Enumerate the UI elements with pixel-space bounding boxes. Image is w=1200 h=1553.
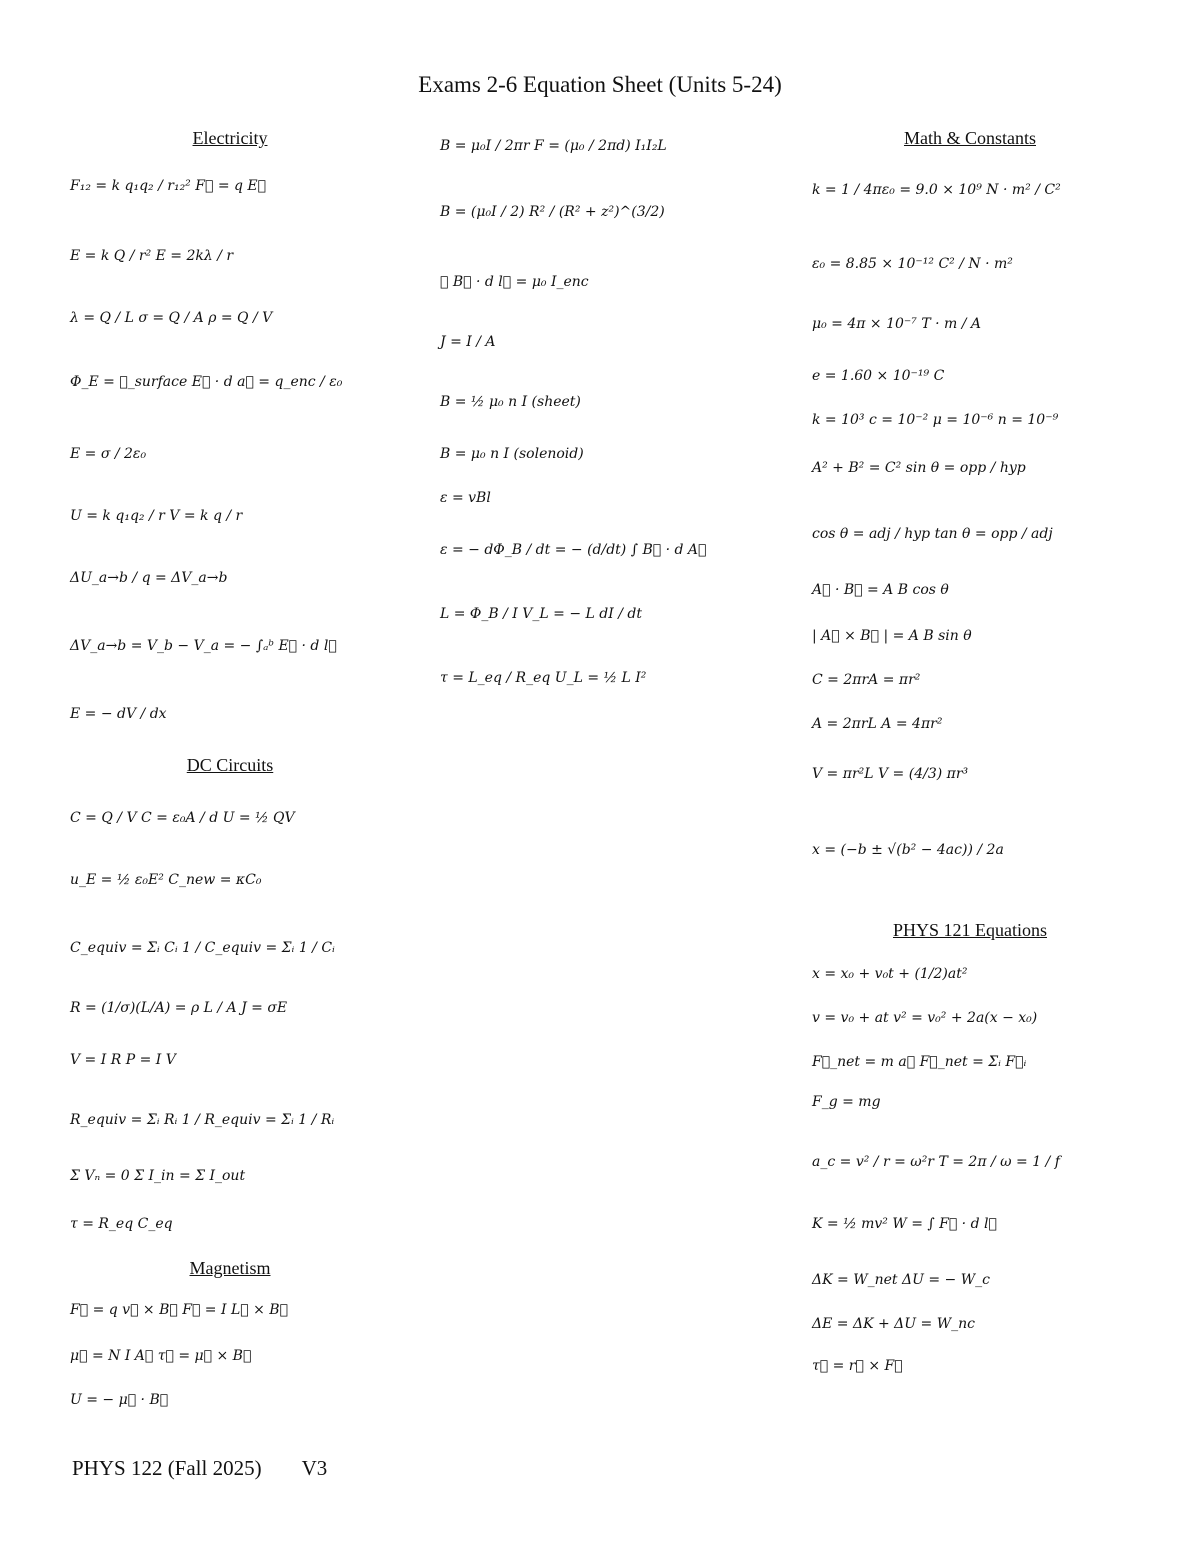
equation-potential-difference: ΔV_a→b = V_b − V_a = − ∫ₐᵇ E⃗ · d l⃗ [70, 638, 337, 654]
equation-pythagoras-sine: A² + B² = C² sin θ = opp / hyp [812, 460, 1026, 476]
equation-gravity: F_g = mg [812, 1094, 881, 1110]
equation-dipole-energy: U = − μ⃗ · B⃗ [70, 1392, 169, 1408]
footer-version: V3 [301, 1456, 328, 1480]
equation-position: x = x₀ + v₀t + (1/2)at² [812, 966, 968, 982]
heading-dc-circuits: DC Circuits [186, 755, 274, 775]
equation-point-field: E = k Q / r² E = 2kλ / r [70, 248, 234, 264]
equation-motional-emf: ε = vBl [440, 490, 491, 506]
equation-capacitors-combined: C_equiv = Σᵢ Cᵢ 1 / C_equiv = Σᵢ 1 / Cᵢ [70, 940, 335, 956]
equation-magnetic-moment: μ⃗ = N I A⃗ τ⃗ = μ⃗ × B⃗ [70, 1348, 252, 1364]
equation-velocity: v = v₀ + at v² = v₀² + 2a(x − x₀) [812, 1010, 1038, 1026]
equation-coulomb-constant: k = 1 / 4πε₀ = 9.0 × 10⁹ N · m² / C² [812, 182, 1061, 198]
equation-cross-product: | A⃗ × B⃗ | = A B sin θ [812, 628, 972, 644]
equation-capacitance: C = Q / V C = ε₀A / d U = ½ QV [70, 810, 295, 826]
equation-permittivity: ε₀ = 8.85 × 10⁻¹² C² / N · m² [812, 256, 1013, 272]
heading-electricity: Electricity [192, 128, 268, 148]
equation-newton-second-law: F⃗_net = m a⃗ F⃗_net = Σᵢ F⃗ᵢ [812, 1054, 1027, 1070]
equation-ampere-law: ∮ B⃗ · d l⃗ = μ₀ I_enc [440, 274, 589, 290]
equation-plane-field: E = σ / 2ε₀ [70, 446, 147, 462]
equation-inductance: L = Φ_B / I V_L = − L dI / dt [440, 606, 642, 622]
equation-potential-energy: U = k q₁q₂ / r V = k q / r [70, 508, 243, 524]
equation-torque: τ⃗ = r⃗ × F⃗ [812, 1358, 903, 1374]
equation-dot-product: A⃗ · B⃗ = A B cos θ [812, 582, 949, 598]
footer [72, 1456, 367, 1481]
equation-current-density: J = I / A [440, 334, 496, 350]
equation-quadratic-formula: x = (−b ± √(b² − 4ac)) / 2a [812, 842, 1004, 858]
equation-time-constant: τ = R_eq C_eq [70, 1216, 173, 1232]
equation-energy-conservation: ΔE = ΔK + ΔU = W_nc [812, 1316, 975, 1332]
equation-faraday-law: ε = − dΦ_B / dt = − (d/dt) ∫ B⃗ · d A⃗ [440, 542, 707, 558]
equation-volumes: V = πr²L V = (4/3) πr³ [812, 766, 969, 782]
equation-elementary-charge: e = 1.60 × 10⁻¹⁹ C [812, 368, 945, 384]
equation-kinetic-energy-work: K = ½ mv² W = ∫ F⃗ · d l⃗ [812, 1216, 997, 1232]
equation-work-energy: ΔK = W_net ΔU = − W_c [812, 1272, 990, 1288]
equation-surface-areas: A = 2πrL A = 4πr² [812, 716, 943, 732]
equation-solenoid-field: B = μ₀ n I (solenoid) [440, 446, 584, 462]
equation-magnetic-force: F⃗ = q v⃗ × B⃗ F⃗ = I L⃗ × B⃗ [70, 1302, 288, 1318]
footer-course: PHYS 122 (Fall 2025) [72, 1456, 262, 1480]
equation-ohm-power: V = I R P = I V [70, 1052, 176, 1068]
equation-resistors-combined: R_equiv = Σᵢ Rᵢ 1 / R_equiv = Σᵢ 1 / Rᵢ [70, 1112, 335, 1128]
equation-circle: C = 2πrA = πr² [812, 672, 921, 688]
equation-kirchhoff: Σ Vₙ = 0 Σ I_in = Σ I_out [70, 1168, 246, 1184]
equation-potential-difference-energy: ΔU_a→b / q = ΔV_a→b [70, 570, 228, 586]
equation-loop-axis-field: B = (μ₀I / 2) R² / (R² + z²)^(3/2) [440, 204, 665, 220]
equation-field-gradient: E = − dV / dx [70, 706, 167, 722]
equation-resistance: R = (1/σ)(L/A) = ρ L / A J = σE [70, 1000, 288, 1016]
heading-magnetism: Magnetism [189, 1258, 271, 1278]
equation-coulomb-force: F₁₂ = k q₁q₂ / r₁₂² F⃗ = q E⃗ [70, 178, 267, 194]
equation-gauss-law: Φ_E = ∮_surface E⃗ · d a⃗ = q_enc / ε₀ [70, 374, 343, 390]
equation-circular-motion: a_c = v² / r = ω²r T = 2π / ω = 1 / f [812, 1154, 1060, 1170]
equation-permeability: μ₀ = 4π × 10⁻⁷ T · m / A [812, 316, 982, 332]
equation-rl-circuit: τ = L_eq / R_eq U_L = ½ L I² [440, 670, 647, 686]
equation-sheet-field: B = ½ μ₀ n I (sheet) [440, 394, 581, 410]
equation-cosine-tangent: cos θ = adj / hyp tan θ = opp / adj [812, 526, 1053, 542]
heading-phys121: PHYS 121 Equations [892, 920, 1047, 940]
equation-energy-density: u_E = ½ ε₀E² C_new = κC₀ [70, 872, 262, 888]
equation-wire-field: B = μ₀I / 2πr F = (μ₀ / 2πd) I₁I₂L [440, 138, 667, 154]
equation-metric-prefixes: k = 10³ c = 10⁻² μ = 10⁻⁶ n = 10⁻⁹ [812, 412, 1059, 428]
page-title: Exams 2-6 Equation Sheet (Units 5-24) [418, 72, 782, 97]
equation-charge-densities: λ = Q / L σ = Q / A ρ = Q / V [70, 310, 273, 326]
heading-math-constants: Math & Constants [903, 128, 1036, 148]
